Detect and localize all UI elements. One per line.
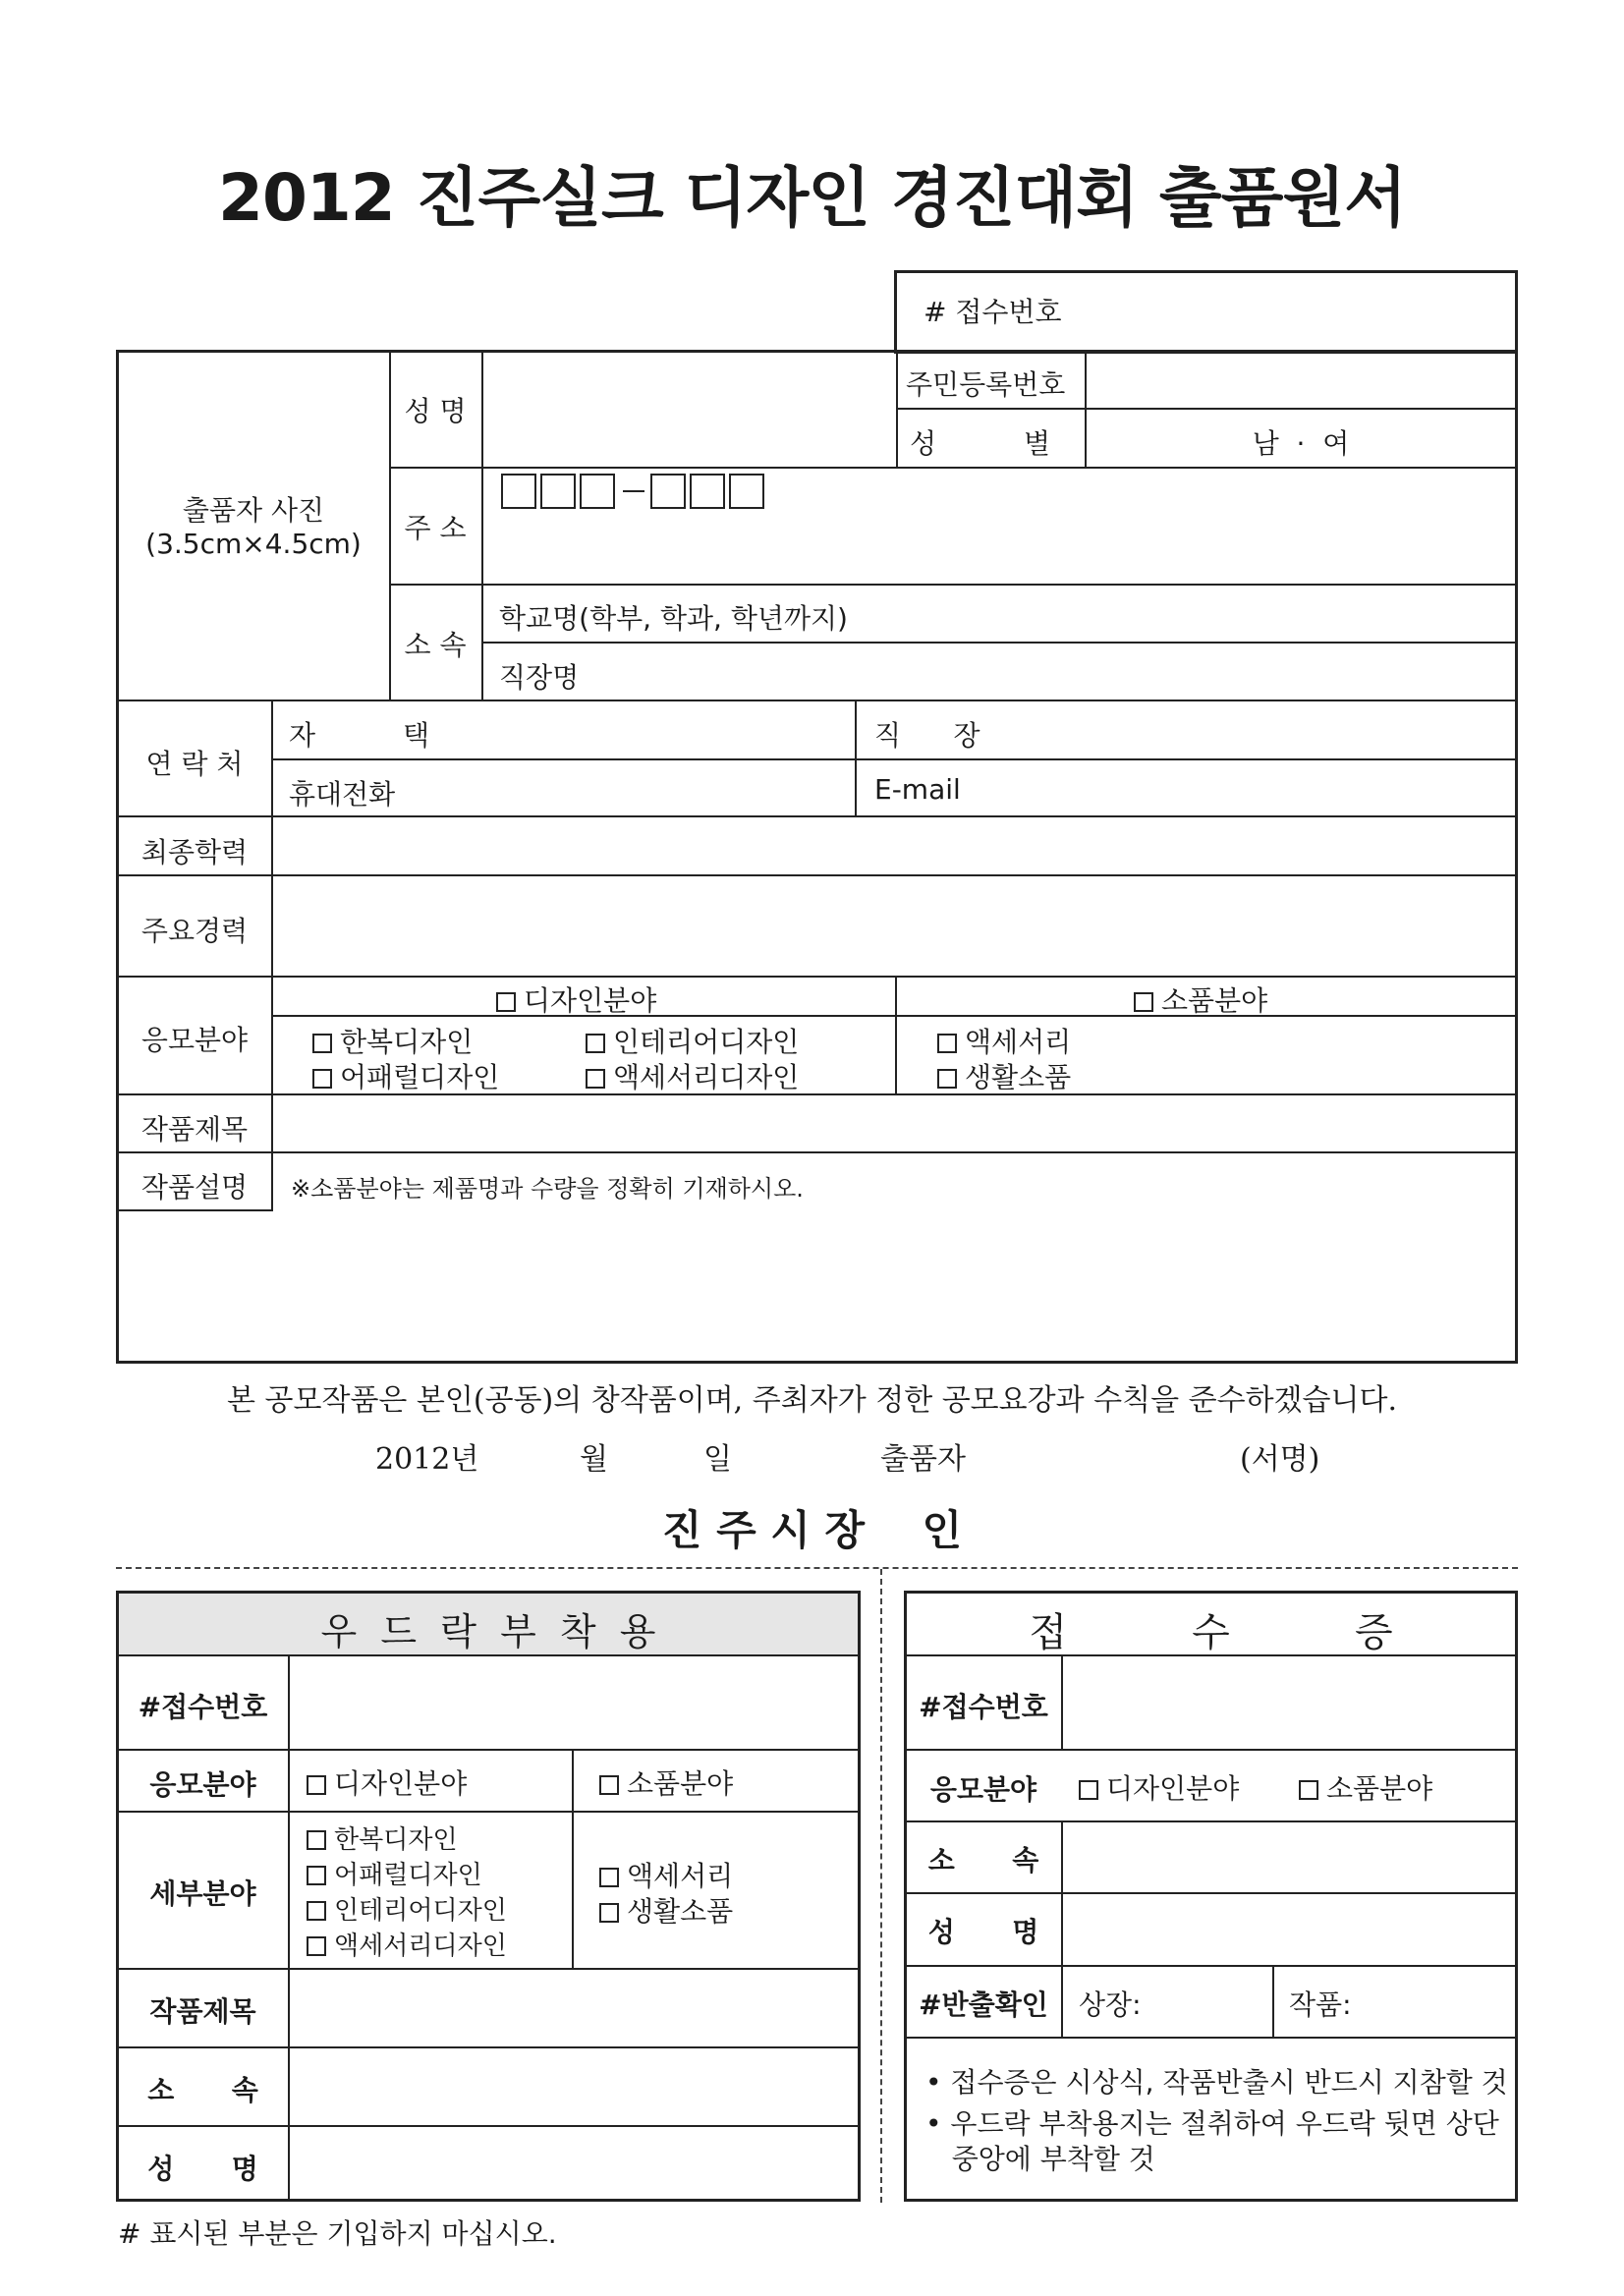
checkbox-icon[interactable] [586,1034,605,1053]
mail-work-title-label: 작품제목 [149,1995,256,2028]
checkbox-icon[interactable] [599,1903,619,1923]
contact-label: 연 락 처 [145,748,244,780]
signature-label: (서명) [1240,1442,1320,1477]
pledge-text: 본 공모작품은 본인(공동)의 창작품이며, 주최자가 정한 공모요강과 수칙을 준수하겠습니다. [226,1383,1398,1418]
mail-subcategory-label: 세부분야 [149,1877,256,1910]
gender-label: 성 별 [910,427,1051,460]
applicant-label: 출품자 [880,1442,966,1477]
id-number-label: 주민등록번호 [906,368,1066,401]
education-label: 최종학력 [140,836,249,868]
receipt-item-checkbox[interactable]: 소품분야 [1299,1767,1432,1807]
mail-category-label: 응모분야 [149,1768,256,1801]
work-title-label: 작품제목 [140,1113,249,1146]
career-label: 주요경력 [140,915,249,947]
receipt-note: 중앙에 부착할 것 [925,2143,1155,2175]
mail-accessory-design-checkbox[interactable]: 액세서리디자인 [307,1926,507,1962]
date-day: 일 [703,1442,732,1477]
receipt-design-checkbox[interactable]: 디자인분야 [1079,1767,1239,1807]
checkbox-icon[interactable] [586,1069,605,1089]
divider [118,2046,859,2048]
divider [118,1151,1516,1153]
work-description-note: ※소품분야는 제품명과 수량을 정확히 기재하시오. [291,1175,804,1203]
affiliation-label: 소 속 [404,629,467,661]
mail-interior-checkbox[interactable]: 인테리어디자인 [307,1890,507,1927]
divider [271,700,273,1187]
divider [1061,1654,1063,1749]
checkbox-icon[interactable] [937,1069,957,1089]
gender-options[interactable]: 남 · 여 [1252,427,1350,460]
divider [906,2037,1516,2039]
cut-line [880,1569,882,2203]
divider [389,584,1516,586]
work-return-label: 작품: [1289,1988,1352,2021]
divider [118,1749,859,1751]
mail-hanbok-checkbox[interactable]: 한복디자인 [307,1820,458,1856]
checkbox-icon[interactable] [599,1775,619,1795]
checkbox-icon[interactable] [312,1069,332,1089]
work-phone-label: 직 장 [874,719,980,752]
divider [288,1654,290,2200]
design-category-checkbox[interactable]: 디자인분야 [496,980,656,1019]
page-title: 2012 진주실크 디자인 경진대회 출품원서 [218,160,1406,236]
checkbox-icon[interactable] [307,1866,326,1885]
category-label: 응모분야 [140,1024,249,1056]
accessory-design-checkbox[interactable]: 액세서리디자인 [586,1056,799,1095]
mail-living-item-checkbox[interactable]: 생활소품 [599,1890,733,1930]
mail-name-label: 성 명 [147,2153,258,2185]
email-label: E-mail [874,773,961,806]
divider [118,2125,859,2127]
divider [906,1820,1516,1822]
mayor-seal-text: 진 주 시 장 인 [661,1506,963,1554]
divider [271,758,1516,760]
school-label: 학교명(학부, 학과, 학년까지) [499,602,848,635]
home-phone-label: 자 택 [289,719,430,752]
interior-design-checkbox[interactable]: 인테리어디자인 [586,1021,799,1060]
checkbox-icon[interactable] [599,1868,619,1887]
hanbok-design-checkbox[interactable]: 한복디자인 [312,1021,473,1060]
mobile-phone-label: 휴대전화 [289,778,396,811]
checkbox-icon[interactable] [1079,1780,1098,1800]
divider [481,642,1516,644]
divider [118,976,1516,978]
postal-code-boxes[interactable] [501,474,768,509]
mail-apparel-checkbox[interactable]: 어패럴디자인 [307,1855,482,1891]
checkbox-icon[interactable] [307,1936,326,1956]
item-category-checkbox[interactable]: 소품분야 [1134,980,1267,1019]
divider [118,1968,859,1970]
workplace-name-label: 직장명 [499,661,580,694]
divider [271,1151,273,1210]
receipt-note: • 우드락 부착용지는 절취하여 우드락 뒷면 상단 [925,2107,1499,2140]
checkbox-icon[interactable] [937,1034,957,1053]
mail-item-checkbox[interactable]: 소품분야 [599,1763,733,1802]
photo-size-label: (3.5cm×4.5cm) [145,528,362,560]
checkbox-icon[interactable] [307,1901,326,1921]
checkbox-icon[interactable] [1134,992,1153,1012]
receipt-number-field-label: #접수번호 [919,1691,1048,1723]
divider [896,352,898,468]
work-description-label: 작품설명 [140,1171,249,1204]
date-year: 2012년 [375,1442,479,1477]
accessory-checkbox[interactable]: 액세서리 [937,1021,1071,1060]
divider [895,976,897,1093]
receipt-note: • 접수증은 시상식, 작품반출시 반드시 지참할 것 [925,2066,1508,2099]
date-month: 월 [580,1442,608,1477]
divider [896,408,1516,410]
apparel-design-checkbox[interactable]: 어패럴디자인 [312,1056,499,1095]
checkbox-icon[interactable] [496,992,516,1012]
divider [271,1015,1516,1017]
divider [906,1965,1516,1967]
address-label: 주 소 [404,512,467,544]
divider [1061,1820,1063,2037]
living-item-checkbox[interactable]: 생활소품 [937,1056,1071,1095]
checkbox-icon[interactable] [307,1775,326,1795]
name-label: 성 명 [404,395,467,427]
divider [389,467,1516,469]
divider [906,1749,1516,1751]
divider [855,700,857,815]
divider [118,700,1516,701]
divider [1272,1965,1274,2037]
mail-receipt-number-label: #접수번호 [138,1691,268,1723]
receipt-name-label: 성 명 [927,1916,1039,1948]
checkbox-icon[interactable] [307,1830,326,1850]
prize-label: 상장: [1079,1988,1142,2021]
divider [481,352,483,700]
receipt-category-label: 응모분야 [929,1773,1037,1806]
divider [118,1209,273,1211]
divider [906,1892,1516,1894]
mail-affiliation-label: 소 속 [147,2074,258,2106]
photo-label: 출품자 사진 [182,494,325,527]
divider [118,874,1516,876]
return-check-label: #반출확인 [919,1988,1048,2021]
divider [572,1749,574,1969]
checkbox-icon[interactable] [312,1034,332,1053]
mail-accessory-checkbox[interactable]: 액세서리 [599,1855,733,1894]
receipt-number-label: # 접수번호 [924,296,1062,328]
divider [118,815,1516,817]
checkbox-icon[interactable] [1299,1780,1318,1800]
receipt-header: 접 수 증 [1029,1610,1393,1655]
divider [118,1811,859,1813]
mail-design-checkbox[interactable]: 디자인분야 [307,1763,467,1802]
cut-line [116,1567,1518,1569]
receipt-affiliation-label: 소 속 [927,1844,1039,1876]
mail-label-header: 우 드 락 부 착 용 [320,1610,656,1653]
footer-note: # 표시된 부분은 기입하지 마십시오. [118,2217,557,2250]
